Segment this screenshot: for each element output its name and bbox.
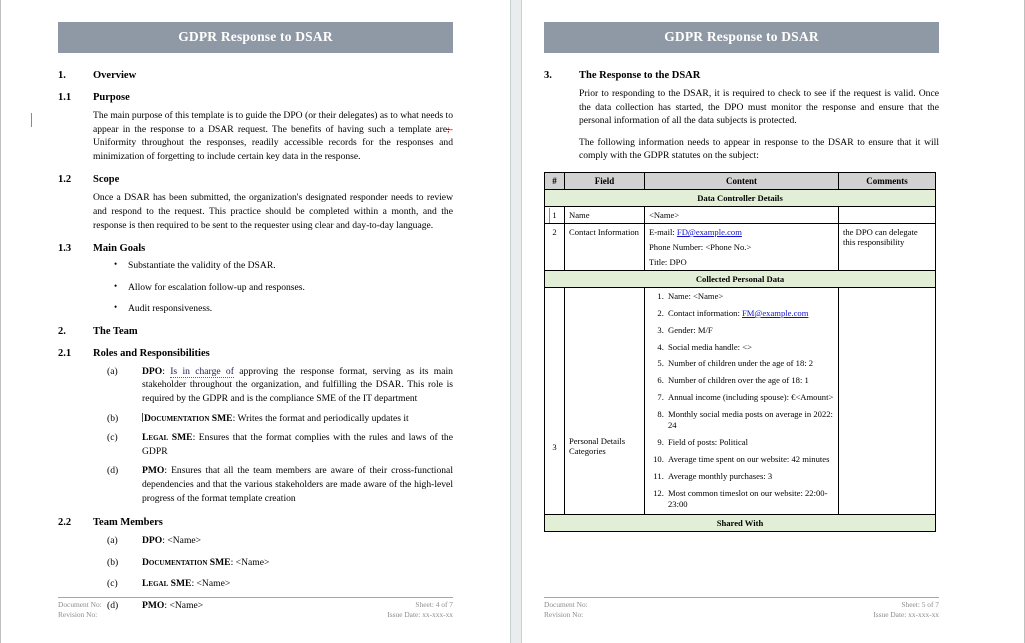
heading-number: 1.2 (58, 174, 72, 186)
cell-number: 3 (545, 288, 565, 515)
paragraph-scope: Once a DSAR has been submitted, the organization's designated responder needs to review and respond to the request. This practice should be completed within a month, and the response is then required to be sent to the requester using clear and day-to-day language. (93, 192, 453, 231)
role-name: DPO (142, 365, 163, 377)
purpose-text-a: The main purpose of this template is to guide the DPO (or their delegates) as to what needs to appear in the response to a DSAR request. The benefits of having such a template are (93, 110, 453, 135)
table-section-row (545, 190, 936, 207)
list-item: 10. Average time spent on our website: 42 minutes (666, 454, 834, 465)
role-description: Ensures that all the team members are aware of their cross-functional dependencies and that the various stakeholders are made aware of the high-level progress of the format template creation (142, 465, 453, 504)
list-item (58, 365, 453, 406)
role-name: Documentation SME (144, 412, 233, 424)
cell-field: Personal Details Categories (565, 288, 645, 515)
heading-number: 2.2 (58, 517, 72, 529)
cell-field: Name (565, 207, 645, 224)
list-item: 7. Annual income (including spouse): €<Amount> (666, 392, 834, 403)
heading-number: 3. (544, 70, 552, 81)
role-description: Ensures that the format complies with the rules and laws of the GDPR (142, 432, 453, 457)
main-goals-list (58, 260, 453, 315)
page-footer (58, 597, 453, 620)
list-item (58, 412, 453, 426)
footer-sheet: Sheet: 4 of 7 (415, 600, 453, 610)
role-name: PMO (142, 465, 165, 477)
email-label: E-mail: (649, 227, 677, 238)
list-item (58, 556, 453, 570)
item-label: (a) (107, 535, 118, 547)
heading-roles-responsibilities (58, 348, 453, 359)
heading-text: Roles and Responsibilities (93, 347, 210, 359)
page-banner-title: GDPR Response to DSAR (58, 22, 453, 53)
item-text: PMO: <Name> (142, 599, 204, 611)
text-cursor (142, 413, 143, 422)
list-item: • Audit responsiveness. (128, 303, 453, 315)
cell-comments: the DPO can delegate this responsibility (839, 224, 936, 271)
role-name: PMO (142, 599, 165, 611)
list-item: 11. Average monthly purchases: 3 (666, 471, 834, 482)
cell-number: 2 (545, 224, 565, 271)
item-label: (b) (107, 556, 119, 568)
spellcheck-flagged-text: Is in charge of (170, 365, 234, 377)
section-label-shared-with: Shared With (545, 515, 936, 532)
page-left (0, 0, 510, 643)
cell-content: <Name> (645, 207, 839, 224)
item-text: Documentation SME: Writes the format and periodically updates it (144, 412, 409, 424)
item-text: Legal SME: <Name> (142, 578, 231, 590)
page-right (522, 0, 1025, 643)
heading-main-goals (58, 243, 453, 254)
footer-issue-date: Issue Date: xx-xxx-xx (387, 610, 453, 620)
member-value: <Name> (235, 556, 270, 568)
table-row (545, 207, 936, 224)
email-link[interactable]: FM@example.com (742, 307, 809, 318)
item-text: Contact information: (668, 307, 742, 318)
heading-text: Team Members (93, 517, 163, 529)
list-item (58, 534, 453, 548)
heading-number: 1.3 (58, 243, 72, 255)
role-name: Legal SME (142, 578, 192, 590)
heading-number: 1.1 (58, 92, 72, 103)
list-item: 9. Field of posts: Political (666, 437, 834, 448)
member-value: <Name> (169, 599, 204, 611)
item-label: (c) (107, 432, 118, 444)
paragraph-response-intro: Prior to responding to the DSAR, it is required to check to see if the request is valid. Once the data collection has started, the DPO must monitor the response and ensure that the personal information of all the data subjects is protected. (579, 88, 939, 127)
heading-number: 2.1 (58, 347, 72, 359)
page-gutter (510, 0, 522, 643)
list-item: 6. Number of children over the age of 18: 1 (666, 375, 834, 386)
table-row (545, 224, 936, 271)
roles-list (58, 365, 453, 505)
role-name: DPO (142, 535, 163, 547)
purpose-inserted-mark: - (449, 123, 453, 135)
heading-text: The Team (93, 325, 138, 337)
footer-document-no: Document No: (544, 600, 588, 610)
list-item (666, 308, 834, 319)
list-item: 8. Monthly social media posts on average in 2022: 24 (666, 409, 834, 432)
email-link[interactable]: FD@example.com (676, 227, 742, 238)
role-description: Writes the format and periodically updates it (237, 412, 409, 424)
page-banner-title: GDPR Response to DSAR (544, 22, 939, 53)
contact-title-line: Title: DPO (649, 257, 687, 268)
list-item: 1. Name: <Name> (666, 291, 834, 302)
section-label-collected-personal-data: Collected Personal Data (545, 271, 936, 288)
item-text: Legal SME: Ensures that the format complies with the rules and laws of the GDPR (142, 432, 453, 457)
dsar-response-table (544, 172, 936, 532)
heading-text: Purpose (93, 92, 130, 103)
list-item: 3. Gender: M/F (666, 325, 834, 336)
item-text: DPO: <Name> (142, 535, 202, 547)
heading-text: The Response to the DSAR (579, 70, 701, 81)
footer-sheet: Sheet: 5 of 7 (901, 600, 939, 610)
paragraph-purpose (93, 109, 453, 163)
heading-number: 1. (58, 70, 66, 81)
purpose-deleted-mark: ; (447, 123, 450, 135)
page-footer (544, 597, 939, 620)
list-item: 5. Number of children under the age of 18: 2 (666, 358, 834, 369)
item-label: (d) (107, 599, 119, 611)
cell-field: Contact Information (565, 224, 645, 271)
heading-text: Main Goals (93, 243, 146, 255)
column-header-number: # (545, 173, 565, 190)
heading-text: Overview (93, 70, 137, 81)
footer-issue-date: Issue Date: xx-xxx-xx (873, 610, 939, 620)
column-header-field: Field (565, 173, 645, 190)
purpose-text-b: Uniformity throughout the responses, readily accessible records for the responses and minimization of forgetting to include certain key data in the response. (93, 137, 453, 162)
personal-details-list (649, 291, 834, 510)
heading-purpose (58, 92, 453, 103)
footer-revision-no: Revision No: (58, 610, 98, 620)
table-header-row (545, 173, 936, 190)
heading-the-team (58, 326, 453, 337)
list-item: 12. Most common timeslot on our website: 22:00-23:00 (666, 488, 834, 511)
item-label: (b) (107, 412, 119, 424)
section-label-data-controller: Data Controller Details (545, 190, 936, 207)
cell-content (645, 288, 839, 515)
cell-comments (839, 207, 936, 224)
table-row (545, 288, 936, 515)
item-label: (a) (107, 365, 118, 377)
role-name: Documentation SME (142, 556, 231, 568)
role-name: Legal SME (142, 432, 193, 444)
contact-phone-line: Phone Number: <Phone No.> (649, 242, 752, 253)
list-item: 4. Social media handle: <> (666, 342, 834, 353)
column-header-comments: Comments (839, 173, 936, 190)
column-header-content: Content (645, 173, 839, 190)
paragraph-response-requirements: The following information needs to appear in response to the DSAR to ensure that it will comply with the GDPR statutes on the subject: (579, 136, 939, 162)
item-text: PMO: Ensures that all the team members are aware of their cross-functional dependencies and that the various stakeholders are made aware of the high-level progress of the format template creation (142, 465, 453, 504)
footer-document-no: Document No: (58, 600, 102, 610)
item-text: Documentation SME: <Name> (142, 556, 270, 568)
heading-number: 2. (58, 325, 66, 337)
list-item (58, 577, 453, 591)
cell-comments (839, 288, 936, 515)
heading-scope (58, 174, 453, 185)
member-value: <Name> (167, 535, 202, 547)
item-label: (c) (107, 578, 118, 590)
cell-number: 1 (545, 207, 565, 224)
heading-team-members (58, 517, 453, 528)
list-item (58, 464, 453, 505)
table-section-row (545, 515, 936, 532)
item-text: DPO: Is in charge of approving the response format, serving as its main stakeholder throughout the organization, and fulfilling the DSAR. This role is required by the GDPR and is the compliance SME of the IT department (142, 365, 453, 404)
heading-overview (58, 70, 453, 81)
contact-email-line (649, 227, 834, 237)
footer-revision-no: Revision No: (544, 610, 584, 620)
table-section-row (545, 271, 936, 288)
role-description: approving the response format, serving as its main stakeholder throughout the organization, and fulfilling the DSAR. This role is required by the GDPR and is the compliance SME of the IT department (142, 365, 453, 404)
heading-response-to-dsar (544, 70, 939, 81)
list-item: • Allow for escalation follow-up and responses. (128, 282, 453, 294)
revision-change-bar (31, 113, 32, 127)
heading-text: Scope (93, 174, 120, 186)
list-item: • Substantiate the validity of the DSAR. (128, 260, 453, 272)
cell-content (645, 224, 839, 271)
item-label: (d) (107, 465, 119, 477)
list-item (58, 431, 453, 458)
member-value: <Name> (196, 578, 231, 590)
